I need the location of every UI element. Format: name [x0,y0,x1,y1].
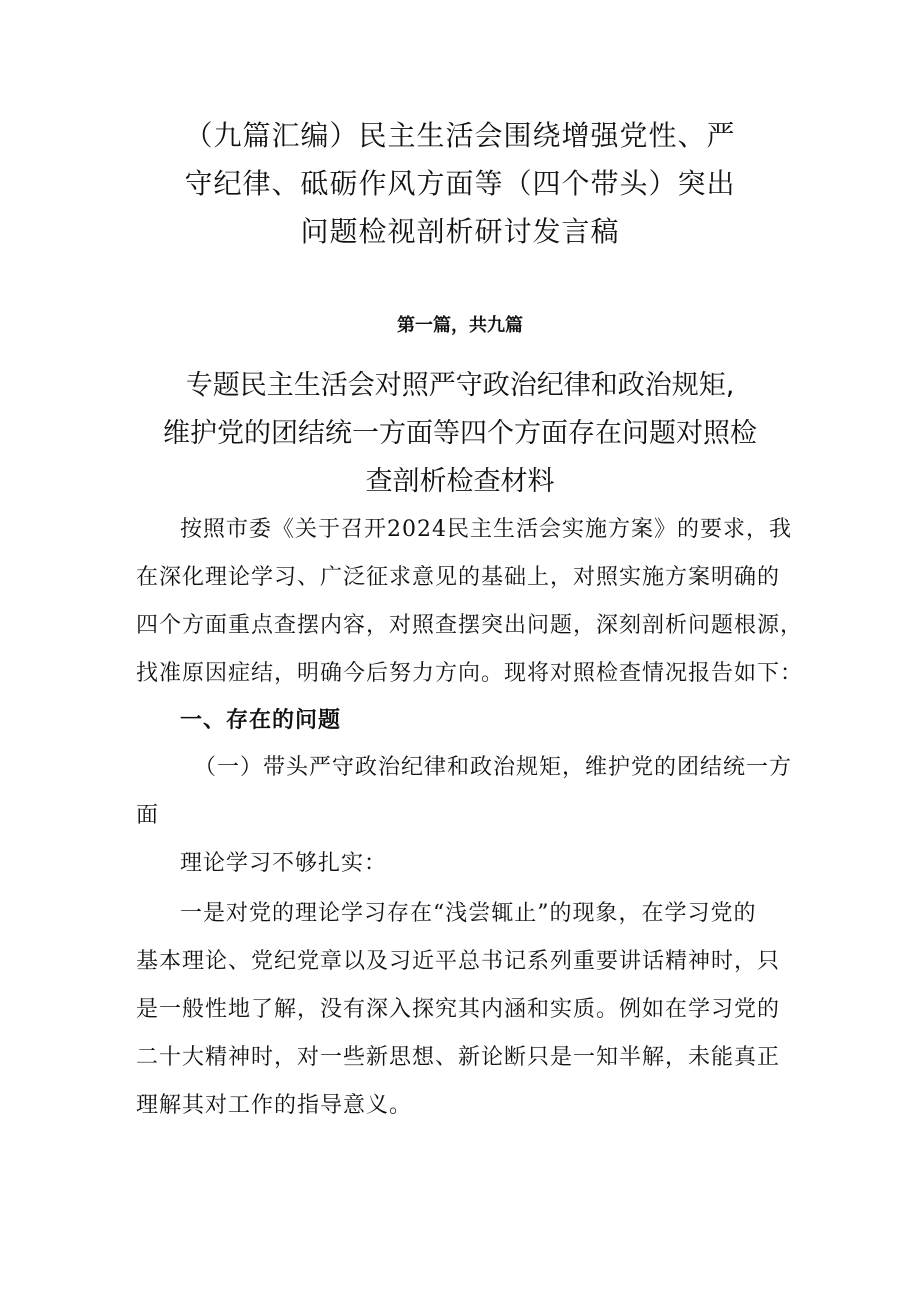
point-paragraph [136,890,796,1130]
subsection-heading [136,744,796,840]
paragraph-line: 理解其对工作的指导意义。 [136,1093,413,1118]
paragraph-line: 找准原因症结，明确今后努力方向。现将对照检查情况报告如下： [136,661,804,686]
paragraph-line: 二十大精神时，对一些新思想、新论断只是一知半解，未能真正 [136,1045,781,1070]
document-title [120,112,800,256]
point-heading [136,840,796,888]
subtitle-line: 维护党的团结统一方面等四个方面存在问题对照检 [163,418,757,449]
article-title [100,362,820,506]
title-line: 问题检视剖析研讨发言稿 [300,215,620,248]
paragraph-line: 理论学习不够扎实： [180,851,388,876]
paragraph-line: 面 [136,803,160,828]
paragraph-line: 四个方面重点查摆内容，对照查摆突出问题，深刻剖析问题根源， [136,613,804,638]
paragraph-line: 按照市委《关于召开2024民主生活会实施方案》的要求，我 [180,517,792,542]
paragraph-line: 在深化理论学习、广泛征求意见的基础上，对照实施方案明确的 [136,565,781,590]
title-line: （九篇汇编）民主生活会围绕增强党性、严 [184,119,736,152]
intro-paragraph [136,506,804,698]
paragraph-line: 是一般性地了解，没有深入探究其内涵和实质。例如在学习党的 [136,997,781,1022]
subtitle-line: 查剖析检查材料 [365,466,555,497]
series-label: 第一篇，共九篇 [397,315,523,336]
section-heading: 一、存在的问题 [180,707,342,733]
title-line: 守纪律、砥砺作风方面等（四个带头）突出 [184,167,736,200]
paragraph-line: 一是对党的理论学习存在“浅尝辄止”的现象，在学习党的 [180,901,757,926]
paragraph-line: 基本理论、党纪党章以及习近平总书记系列重要讲话精神时，只 [136,949,781,974]
subtitle-line: 专题民主生活会对照严守政治纪律和政治规矩, [185,370,735,401]
paragraph-line: （一）带头严守政治纪律和政治规矩，维护党的团结统一方 [194,755,793,780]
